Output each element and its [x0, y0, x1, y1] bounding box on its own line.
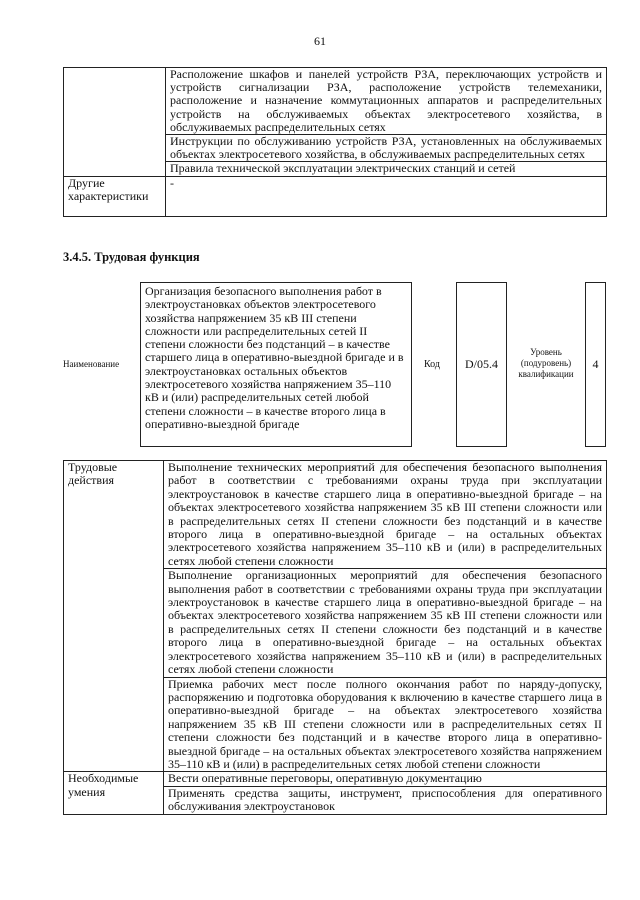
labor-action-item: Выполнение организационных мероприятий для обеспечения безопасного выполнения работ в соответствии с требованиями охраны труда при эксплуатации электроустановок в качестве старшего лица в оперативно-выездной бригаде – на объектах электросетевого хозяйства напряжением 35 кВ III степени сложности или в распределительных сетях II степени сложности без подстанций и в качестве второго лица в оперативно-выездной бригаде – на остальных объектах электросетевого хозяйства напряжением 35–110 кВ и (или) в распределительных сетях любой степени сложности — [164, 569, 607, 677]
knowledge-item: Инструкции по обслуживанию устройств РЗА, установленных на обслуживаемых объектах электросетевого хозяйства, в обслуживаемых распределительных сетях — [166, 135, 607, 162]
code-value: D/05.4 — [456, 282, 507, 447]
other-characteristics-value: - — [166, 176, 607, 216]
name-label: Наименование — [63, 359, 120, 369]
code-label: Код — [424, 359, 440, 370]
knowledge-item: Правила технической эксплуатации электрических станций и сетей — [166, 162, 607, 176]
function-name-box: Организация безопасного выполнения работ в электроустановках объектов электросетевого хозяйства напряжением 35 кВ III степени сложности или распределительных сетей II степени сложности без подстанций – в качестве старшего лица в оперативно-выездной бригаде и в электроустановках остальных объектов электросетевого хозяйства напряжением 35–110 кВ и (или) распределительных сетей любой степени сложности – в качестве второго лица в оперативно-выездной бригаде — [140, 282, 412, 447]
required-skills-label: Необходимые умения — [64, 772, 164, 814]
labor-function-table — [63, 460, 607, 815]
row-label — [64, 68, 166, 177]
other-characteristics-label: Другие характеристики — [64, 176, 166, 216]
labor-action-item: Приемка рабочих мест после полного окончания работ по наряду-допуску, распоряжению и подготовка оборудования к включению в качестве старшего лица в оперативно-выездной бригаде – на объектах электросетевого хозяйства напряжением 35 кВ III степени сложности или в распределительных сетях II степени сложности без подстанций и в качестве второго лица в оперативно-выездной бригаде – на остальных объектах электросетевого хозяйства напряжением 35–110 кВ и (или) в распределительных сетях любой степени сложности — [164, 677, 607, 772]
knowledge-item: Расположение шкафов и панелей устройств РЗА, переключающих устройств и устройств сигнализации РЗА, расположение устройств телемеханики, расположение и назначение коммутационных аппаратов и распределительных устройств на обслуживаемых объектах электросетевого хозяйства, в обслуживаемых распределительных сетях — [166, 68, 607, 135]
table-row — [64, 772, 607, 786]
page-number: 61 — [314, 34, 326, 48]
skill-item: Вести оперативные переговоры, оперативную документацию — [164, 772, 607, 786]
table-row — [64, 68, 607, 135]
table-row — [64, 461, 607, 569]
qualification-level-label: Уровень (подуровень) квалификации — [518, 347, 574, 379]
section-heading: 3.4.5. Трудовая функция — [63, 250, 200, 264]
table-row — [64, 176, 607, 216]
skill-item: Применять средства защиты, инструмент, приспособления для оперативного обслуживания электроустановок — [164, 786, 607, 814]
qualification-level-value: 4 — [585, 282, 606, 447]
labor-actions-label: Трудовые действия — [64, 461, 164, 772]
requirements-table-continued — [63, 67, 607, 217]
labor-action-item: Выполнение технических мероприятий для обеспечения безопасного выполнения работ в соответствии с требованиями охраны труда при эксплуатации электроустановок в качестве старшего лица в оперативно-выездной бригаде – на объектах электросетевого хозяйства напряжением 35 кВ III степени сложности или в распределительных сетях II степени сложности без подстанций и в качестве второго лица в оперативно-выездной бригаде – на остальных объектах электросетевого хозяйства напряжением 35–110 кВ и (или) в распределительных сетях любой степени сложности — [164, 461, 607, 569]
